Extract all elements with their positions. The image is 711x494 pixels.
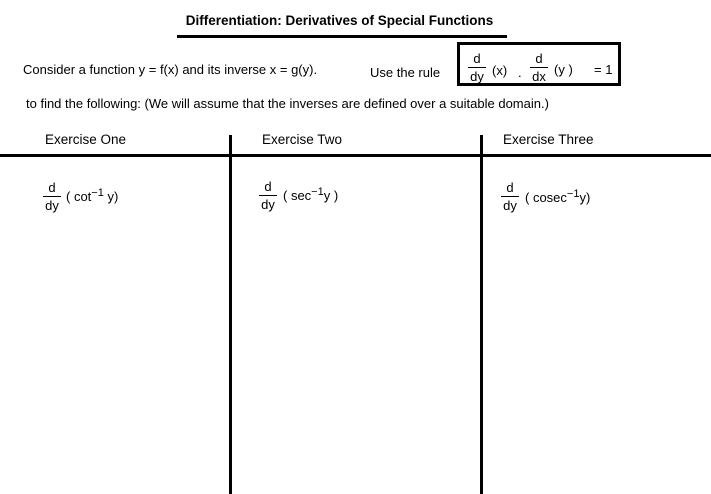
exercise-one-fraction xyxy=(43,181,61,212)
exercise-one-denominator: dy xyxy=(45,198,59,213)
table-header-divider xyxy=(0,154,711,157)
rule-equals: = 1 xyxy=(594,62,613,77)
exercise-one-numerator: d xyxy=(48,180,56,195)
rule-fraction-2-numerator: d xyxy=(535,51,543,66)
rule-fraction-1 xyxy=(468,52,486,83)
expression-function: ( sec xyxy=(283,188,312,203)
rule-dot: . xyxy=(518,65,522,80)
exercise-two-fraction xyxy=(259,180,277,211)
rule-fraction-1-denominator: dy xyxy=(470,69,484,84)
exercise-one-heading: Exercise One xyxy=(45,132,127,147)
column-divider-2 xyxy=(480,135,483,494)
exercise-three-fraction xyxy=(501,181,519,212)
exercise-three-heading: Exercise Three xyxy=(503,132,594,147)
exercise-three-denominator: dy xyxy=(503,198,517,213)
page-title: Differentiation: Derivatives of Special Functions xyxy=(185,13,494,28)
expression-power: −1 xyxy=(311,186,324,198)
expression-power: −1 xyxy=(91,187,104,199)
rule-arg-2: (y ) xyxy=(554,62,573,77)
expression-function: ( cosec xyxy=(525,190,567,205)
exercise-three-numerator: d xyxy=(506,180,514,195)
exercise-two-numerator: d xyxy=(264,179,272,194)
exercise-two-denominator: dy xyxy=(261,197,275,212)
expression-power: −1 xyxy=(566,188,580,200)
expression-argument: y ) xyxy=(323,188,339,203)
expression-function: ( cot xyxy=(66,189,92,204)
expression-argument: y) xyxy=(103,189,119,204)
rule-fraction-2 xyxy=(530,52,548,83)
expression-argument: y) xyxy=(579,190,591,205)
exercise-two-heading: Exercise Two xyxy=(262,132,343,147)
use-rule-label: Use the rule xyxy=(370,65,441,80)
title-underline xyxy=(177,35,507,38)
column-divider-1 xyxy=(229,135,232,494)
rule-fraction-2-denominator: dx xyxy=(532,69,546,84)
rule-fraction-1-numerator: d xyxy=(473,51,481,66)
exercise-two-expression xyxy=(283,188,338,203)
exercise-three-expression xyxy=(525,190,590,205)
intro-line-2: to find the following: (We will assume that the inverses are defined over a suitable domain.) xyxy=(26,96,549,111)
rule-arg-1: (x) xyxy=(492,63,508,78)
intro-line-1: Consider a function y = f(x) and its inverse x = g(y). xyxy=(23,62,318,77)
exercise-one-expression xyxy=(66,189,118,204)
